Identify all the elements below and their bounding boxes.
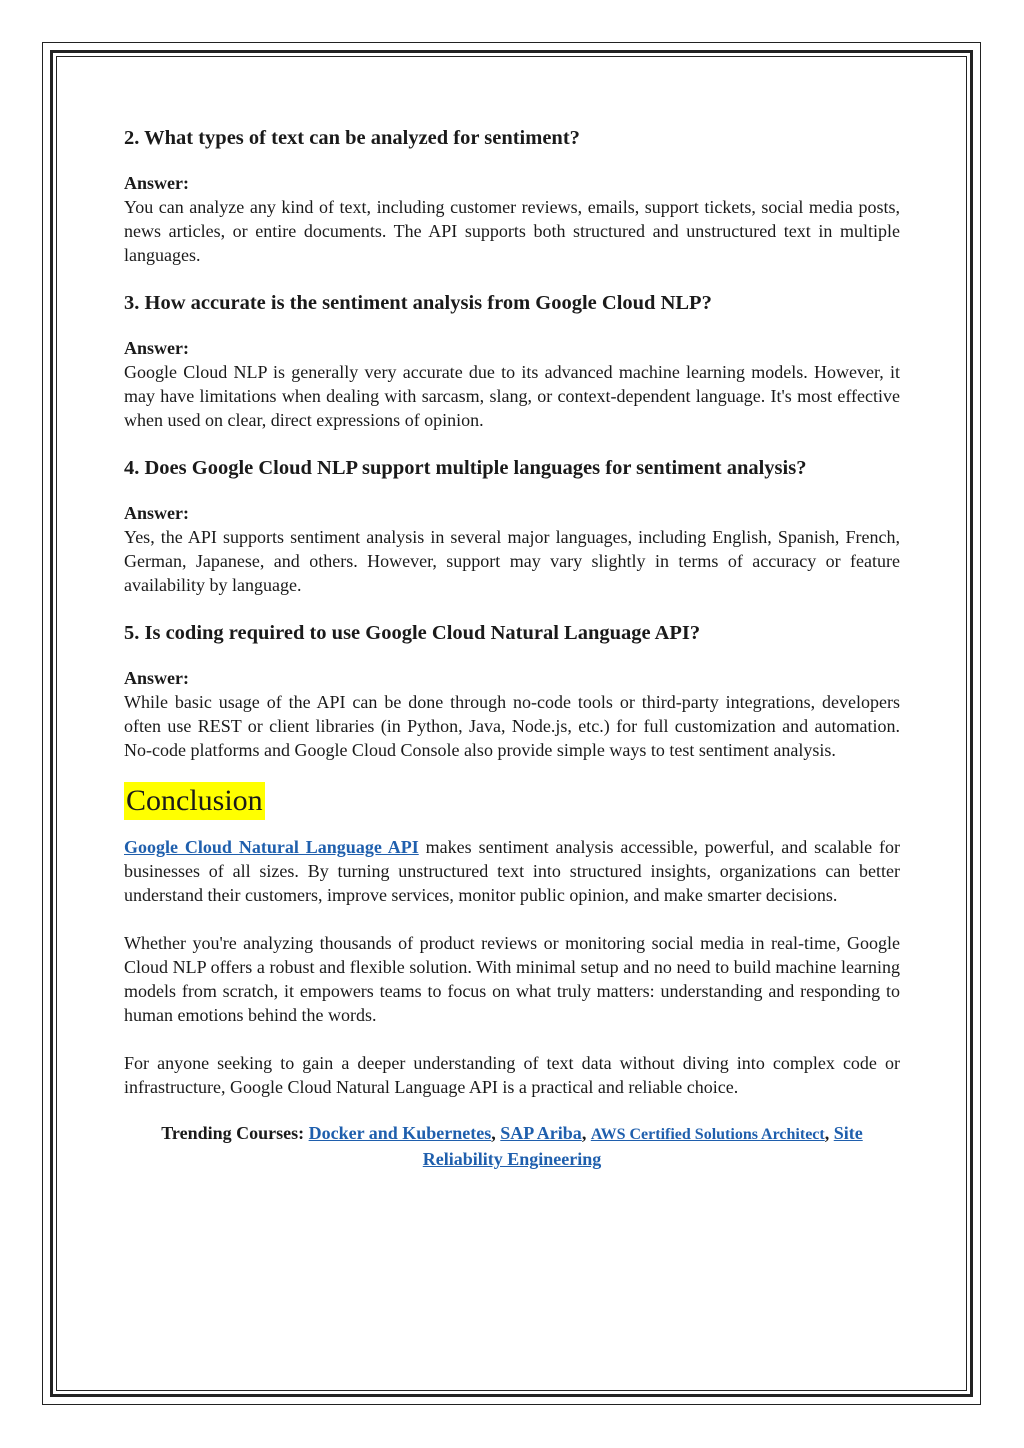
document-body [124,124,900,1171]
conclusion-heading: Conclusion [124,782,265,820]
separator: , [581,1123,587,1143]
answer-label: Answer: [124,503,189,523]
conclusion-paragraph-1 [124,835,900,907]
faq-answer: Google Cloud NLP is generally very accurate due to its advanced machine learning models. However, it may have limitations when dealing with sarcasm, slang, or context-dependent language. It's most effective when used on clear, direct expressions of opinion. [124,362,900,430]
answer-label: Answer: [124,338,189,358]
faq-answer: While basic usage of the API can be done through no-code tools or third-party integrations, developers often use REST or client libraries (in Python, Java, Node.js, etc.) for full customization and automation. No-code platforms and Google Cloud Console also provide simple ways to test sentiment analysis. [124,692,900,760]
aws-certified-solutions-architect-link[interactable]: AWS Certified Solutions Architect [590,1126,825,1143]
faq-question: 2. What types of text can be analyzed for sentiment? [124,127,580,149]
answer-label: Answer: [124,668,189,688]
answer-label: Answer: [124,173,189,193]
conclusion-paragraph-2: Whether you're analyzing thousands of product reviews or monitoring social media in real-time, Google Cloud NLP offers a robust and flexible solution. With minimal setup and no need to build machine learning models from scratch, it empowers teams to focus on what truly matters: understanding and responding to human emotions behind the words. [124,933,900,1025]
faq-item-3 [124,289,900,432]
trending-courses-label: Trending Courses: [161,1123,305,1143]
sap-ariba-link[interactable]: SAP Ariba [500,1123,582,1143]
faq-question: 5. Is coding required to use Google Cloud Natural Language API? [124,622,701,644]
faq-answer: You can analyze any kind of text, including customer reviews, emails, support tickets, social media posts, news articles, or entire documents. The API supports both structured and unstructured text in multiple languages. [124,197,900,265]
conclusion-paragraph-1-text: makes sentiment analysis accessible, powerful, and scalable for businesses of all sizes. By turning unstructured text into structured insights, organizations can better understand their customers, improve services, monitor public opinion, and make smarter decisions. [124,837,901,905]
google-cloud-nl-api-link[interactable]: Google Cloud Natural Language API [124,837,419,857]
faq-question: 3. How accurate is the sentiment analysis from Google Cloud NLP? [124,292,712,314]
docker-kubernetes-link[interactable]: Docker and Kubernetes [308,1123,492,1143]
faq-question: 4. Does Google Cloud NLP support multiple languages for sentiment analysis? [124,457,807,479]
site-reliability-engineering-link[interactable]: Site Reliability Engineering [422,1123,863,1169]
separator: , [824,1123,830,1143]
faq-item-5 [124,619,900,762]
trending-courses [124,1121,900,1171]
faq-item-4 [124,454,900,597]
faq-item-2 [124,124,900,267]
separator: , [491,1123,496,1143]
faq-answer: Yes, the API supports sentiment analysis in several major languages, including English, Spanish, French, German, Japanese, and others. However, support may vary slightly in terms of accuracy or feature availability by language. [124,527,900,595]
conclusion-paragraph-3: For anyone seeking to gain a deeper understanding of text data without diving into complex code or infrastructure, Google Cloud Natural Language API is a practical and reliable choice. [124,1053,900,1097]
